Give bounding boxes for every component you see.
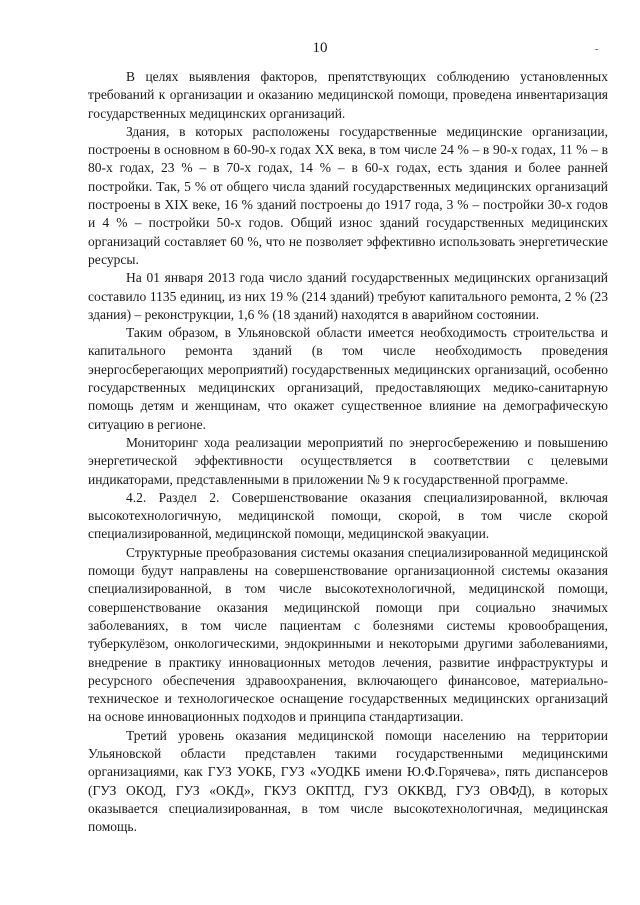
section-heading-4-2: 4.2. Раздел 2. Совершенствование оказания специализированной, включая высокотехнологичную, медицинской помощи, скорой, в том числе скорой специализированной, медицинской помощи, медицинской эвакуации. (88, 489, 608, 542)
paragraph-buildings-age: Здания, в которых расположены государственные медицинские организации, построены в основном в 60-90-х годах XX века, в том числе 24 % – в 90-х годах, 11 % – в 80-х годах, 23 % – в 70-х годах, 14 % – в 60-х годах, есть здания и более ранней постройки. Так, 5 % от общего числа зданий государственных медицинских организаций построены в XIX веке, 16 % зданий построены до 1917 года, 3 % – постройки 30-х годов и 4 % – постройки 50-х годов. Общий износ зданий государственных медицинских организаций составляет 60 %, что не позволяет эффективно использовать энергетические ресурсы. (88, 123, 608, 267)
page-mark: - (595, 44, 599, 55)
paragraph-third-level: Третий уровень оказания медицинской помощи населению на территории Ульяновской области представлен такими государственными медицинскими организациями, как ГУЗ УОКБ, ГУЗ «УОДКБ имени Ю.Ф.Горячева», пять диспансеров (ГУЗ ОКОД, ГУЗ «ОКД», ГКУЗ ОКПТД, ГУЗ ОККВД, ГУЗ ОВФД), в которых оказывается специализированная, в том числе высокотехнологичная, медицинская помощь. (88, 727, 608, 835)
paragraph-structural-changes: Структурные преобразования системы оказания специализированной медицинской помощи будут направлены на совершенствование организационной системы оказания специализированной, в том числе высокотехнологичной, медицинской помощи, совершенствование оказания медицинской помощи при социально значимых заболеваниях, в том числе пациентам с болезнями системы кровообращения, туберкулёзом, онкологическими, эндокринными и некоторыми другими заболеваниями, внедрение в практику инновационных методов лечения, развитие инфраструктуры и ресурсного обеспечения здравоохранения, включающего финансовое, материально-техническое и технологическое оснащение государственных медицинских организаций на основе инновационных подходов и принципа стандартизации. (88, 544, 608, 725)
paragraph-buildings-count: На 01 января 2013 года число зданий государственных медицинских организаций составило 1135 единиц, из них 19 % (214 зданий) требуют капитального ремонта, 2 % (23 здания) – реконструкции, 1,6 % (18 зданий) находятся в аварийном состоянии. (88, 270, 608, 322)
paragraph-construction-need: Таким образом, в Ульяновской области имеется необходимость строительства и капитального ремонта зданий (в том числе необходимость проведения энергосберегающих мероприятий) государственных медицинских организаций, особенно государственных медицинских организаций, предоставляющих медико-санитарную помощь детям и женщинам, что окажет существенное влияние на демографическую ситуацию в регионе. (88, 325, 608, 432)
paragraph-monitoring: Мониторинг хода реализации мероприятий по энергосбережению и повышению энергетической эффективности осуществляется в соответствии с целевыми индикаторами, представленными в приложении № 9 к государственной программе. (88, 434, 608, 487)
paragraph-inventory: В целях выявления факторов, препятствующих соблюдению установленных требований к организации и оказанию медицинской помощи, проведена инвентаризация государственных медицинских организаций. (88, 69, 608, 121)
document-body (88, 68, 608, 836)
page-number: 10 (312, 40, 328, 56)
